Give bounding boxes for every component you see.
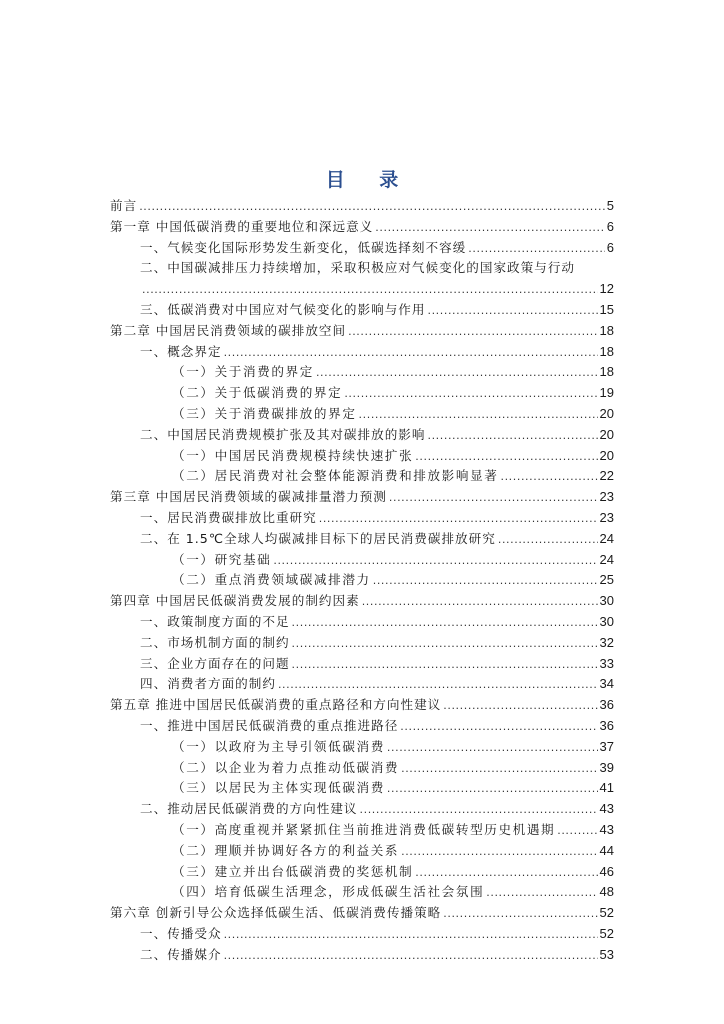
toc-entry-title: 二、中国碳减排压力持续增加，采取积极应对气候变化的国家政策与行动 <box>140 260 575 276</box>
toc-entry-title: 一、居民消费碳排放比重研究 <box>140 509 317 525</box>
toc-page-number: 6 <box>606 239 614 255</box>
toc-dot-leader <box>292 655 598 676</box>
toc-page-number: 36 <box>599 717 614 733</box>
toc-page-number: 37 <box>599 738 614 754</box>
toc-page-number: 20 <box>599 426 614 442</box>
toc-page-number: 52 <box>599 925 614 941</box>
toc-entry[interactable] <box>110 258 614 279</box>
toc-entry[interactable] <box>110 487 614 508</box>
toc-dot-leader <box>359 405 598 426</box>
toc-entry[interactable] <box>110 924 614 945</box>
toc-entry[interactable] <box>110 654 614 675</box>
toc-entry[interactable] <box>110 279 614 300</box>
toc-entry[interactable] <box>110 404 614 425</box>
toc-entry[interactable] <box>110 903 614 924</box>
toc-entry[interactable] <box>110 862 614 883</box>
toc-entry-title: （一）中国居民消费规模持续快速扩张 <box>172 447 414 463</box>
toc-entry[interactable] <box>110 425 614 446</box>
toc-entry-title: 二、中国居民消费规模扩张及其对碳排放的影响 <box>140 426 426 442</box>
toc-dot-leader <box>373 571 598 592</box>
toc-page-number: 18 <box>599 343 614 359</box>
toc-dot-leader <box>468 239 605 260</box>
toc-entry-title: 第六章 创新引导公众选择低碳生活、低碳消费传播策略 <box>110 905 442 921</box>
toc-entry[interactable] <box>110 882 614 903</box>
toc-page-number: 33 <box>599 655 614 671</box>
toc-entry-title: 二、推动居民低碳消费的方向性建议 <box>140 801 358 817</box>
toc-page-number: 22 <box>599 468 614 484</box>
toc-entry-title: （三）以居民为主体实现低碳消费 <box>172 780 385 796</box>
toc-entry-title: 前言 <box>110 198 138 213</box>
toc-entry[interactable] <box>110 362 614 383</box>
toc-entry[interactable] <box>110 737 614 758</box>
toc-entry[interactable] <box>110 570 614 591</box>
toc-dot-leader <box>278 675 598 696</box>
toc-entry-title: （一）研究基础 <box>172 551 272 567</box>
toc-dot-leader <box>344 384 597 405</box>
toc-dot-leader <box>139 197 605 218</box>
toc-page-number: 52 <box>599 905 614 921</box>
toc-entry[interactable] <box>110 529 614 550</box>
toc-page-number: 46 <box>599 863 614 879</box>
toc-dot-leader <box>224 925 598 946</box>
toc-page-number: 15 <box>599 301 614 317</box>
toc-entry[interactable] <box>110 342 614 363</box>
toc-dot-leader <box>389 488 598 509</box>
toc-dot-leader <box>401 759 597 780</box>
toc-page-number: 18 <box>599 364 614 380</box>
toc-entry[interactable] <box>110 716 614 737</box>
toc-entry-title: 第一章 中国低碳消费的重要地位和深远意义 <box>110 218 374 234</box>
toc-entry-title: 一、概念界定 <box>140 343 222 359</box>
toc-page-number: 25 <box>599 572 614 588</box>
toc-entry-title: 二、传播媒介 <box>140 946 222 962</box>
toc-page-number: 53 <box>599 946 614 962</box>
toc-page-number: 20 <box>599 405 614 421</box>
toc-entry-title: 二、在 1.5℃全球人均碳减排目标下的居民消费碳排放研究 <box>140 530 496 546</box>
toc-entry-title: 第四章 中国居民低碳消费发展的制约因素 <box>110 593 360 609</box>
toc-entry-title: 一、气候变化国际形势发生新变化，低碳选择刻不容缓 <box>140 239 467 255</box>
toc-entry[interactable] <box>110 217 614 238</box>
toc-dot-leader <box>427 426 597 447</box>
toc-dot-leader <box>415 863 597 884</box>
toc-entry[interactable] <box>110 612 614 633</box>
toc-page-number: 36 <box>599 697 614 713</box>
toc-entry-title: 四、消费者方面的制约 <box>140 676 276 692</box>
toc-entry-title: （二）重点消费领域碳减排潜力 <box>172 572 371 588</box>
toc-entry-title: （二）理顺并协调好各方的利益关系 <box>172 842 400 858</box>
toc-entry-title: 第三章 中国居民消费领域的碳减排量潜力预测 <box>110 489 387 505</box>
toc-entry-title: 第二章 中国居民消费领域的碳排放空间 <box>110 322 347 338</box>
toc-dot-leader <box>142 280 598 301</box>
toc-dot-leader <box>557 821 597 842</box>
toc-entry-title: 第五章 推进中国居民低碳消费的重点路径和方向性建议 <box>110 697 442 713</box>
toc-entry[interactable] <box>110 633 614 654</box>
toc-dot-leader <box>427 301 597 322</box>
toc-entry[interactable] <box>110 383 614 404</box>
toc-page-number: 24 <box>599 530 614 546</box>
toc-entry-title: 三、低碳消费对中国应对气候变化的影响与作用 <box>140 301 426 317</box>
toc-dot-leader <box>498 530 598 551</box>
toc-entry[interactable] <box>110 300 614 321</box>
toc-entry[interactable] <box>110 196 614 217</box>
toc-entry-title: （二）居民消费对社会整体能源消费和排放影响显著 <box>172 468 499 484</box>
toc-entry[interactable] <box>110 758 614 779</box>
toc-dot-leader <box>292 613 598 634</box>
toc-entry[interactable] <box>110 321 614 342</box>
toc-page-number: 24 <box>599 551 614 567</box>
toc-dot-leader <box>387 738 598 759</box>
toc-dot-leader <box>486 883 597 904</box>
toc-dot-leader <box>319 509 598 530</box>
toc-entry[interactable] <box>110 945 614 966</box>
toc-entry-title: （一）关于消费的界定 <box>172 364 314 380</box>
toc-entry[interactable] <box>110 591 614 612</box>
toc-entry-title: （二）关于低碳消费的界定 <box>172 385 343 401</box>
toc-dot-leader <box>348 322 597 343</box>
toc-entry-title: （四）培育低碳生活理念，形成低碳生活社会氛围 <box>172 884 485 900</box>
toc-entry-title: 三、企业方面存在的问题 <box>140 655 290 671</box>
toc-entry[interactable] <box>110 466 614 487</box>
toc-page-number: 5 <box>606 198 614 213</box>
toc-entry-title: 一、推进中国居民低碳消费的重点推进路径 <box>140 717 399 733</box>
toc-entry-title: 一、政策制度方面的不足 <box>140 613 290 629</box>
toc-page-number: 30 <box>599 613 614 629</box>
toc-dot-leader <box>443 696 597 717</box>
toc-entry[interactable] <box>110 238 614 259</box>
toc-dot-leader <box>316 363 598 384</box>
toc-page-number: 48 <box>599 884 614 900</box>
toc-dot-leader <box>401 842 597 863</box>
toc-dot-leader <box>273 551 597 572</box>
toc-page-number: 23 <box>599 509 614 525</box>
toc-dot-leader <box>224 343 598 364</box>
toc-page-number: 34 <box>599 676 614 692</box>
toc-entry[interactable] <box>110 695 614 716</box>
toc-dot-leader <box>224 946 598 967</box>
page-title: 目 录 <box>325 169 413 191</box>
toc-entry-title: （一）高度重视并紧紧抓住当前推进消费低碳转型历史机遇期 <box>172 821 556 837</box>
toc-page-number: 44 <box>599 842 614 858</box>
toc-entry[interactable] <box>110 674 614 695</box>
toc-entry[interactable] <box>110 799 614 820</box>
toc-entry-title: （一）以政府为主导引领低碳消费 <box>172 738 385 754</box>
toc-dot-leader <box>400 717 597 738</box>
toc-entry[interactable] <box>110 446 614 467</box>
toc-dot-leader <box>500 467 597 488</box>
toc-dot-leader <box>443 904 597 925</box>
toc-entry[interactable] <box>110 778 614 799</box>
toc-dot-leader <box>415 447 597 468</box>
toc-page-number: 43 <box>599 801 614 817</box>
toc-entry[interactable] <box>110 508 614 529</box>
toc-page-number: 6 <box>606 218 614 234</box>
toc-page-number: 43 <box>599 821 614 837</box>
toc-page-number: 30 <box>599 593 614 609</box>
toc-dot-leader <box>387 779 598 800</box>
toc-entry-title: （二）以企业为着力点推动低碳消费 <box>172 759 400 775</box>
toc-dot-leader <box>375 218 604 239</box>
toc-page-number: 41 <box>599 780 614 796</box>
toc-page-number: 20 <box>599 447 614 463</box>
toc-dot-leader <box>362 592 598 613</box>
table-of-contents <box>110 196 614 965</box>
toc-page-number: 39 <box>599 759 614 775</box>
toc-page-number: 23 <box>599 489 614 505</box>
toc-page-number: 32 <box>599 634 614 650</box>
toc-entry-title: （三）关于消费碳排放的界定 <box>172 405 357 421</box>
toc-entry[interactable] <box>110 550 614 571</box>
toc-page-number: 12 <box>599 281 614 297</box>
toc-entry-title: （三）建立并出台低碳消费的奖惩机制 <box>172 863 414 879</box>
toc-dot-leader <box>292 634 598 655</box>
toc-entry[interactable] <box>110 841 614 862</box>
toc-entry-title: 二、市场机制方面的制约 <box>140 634 290 650</box>
toc-entry-title: 一、传播受众 <box>140 925 222 941</box>
toc-page-number: 18 <box>599 322 614 338</box>
toc-page-number: 19 <box>599 385 614 401</box>
toc-entry[interactable] <box>110 820 614 841</box>
toc-dot-leader <box>360 800 598 821</box>
